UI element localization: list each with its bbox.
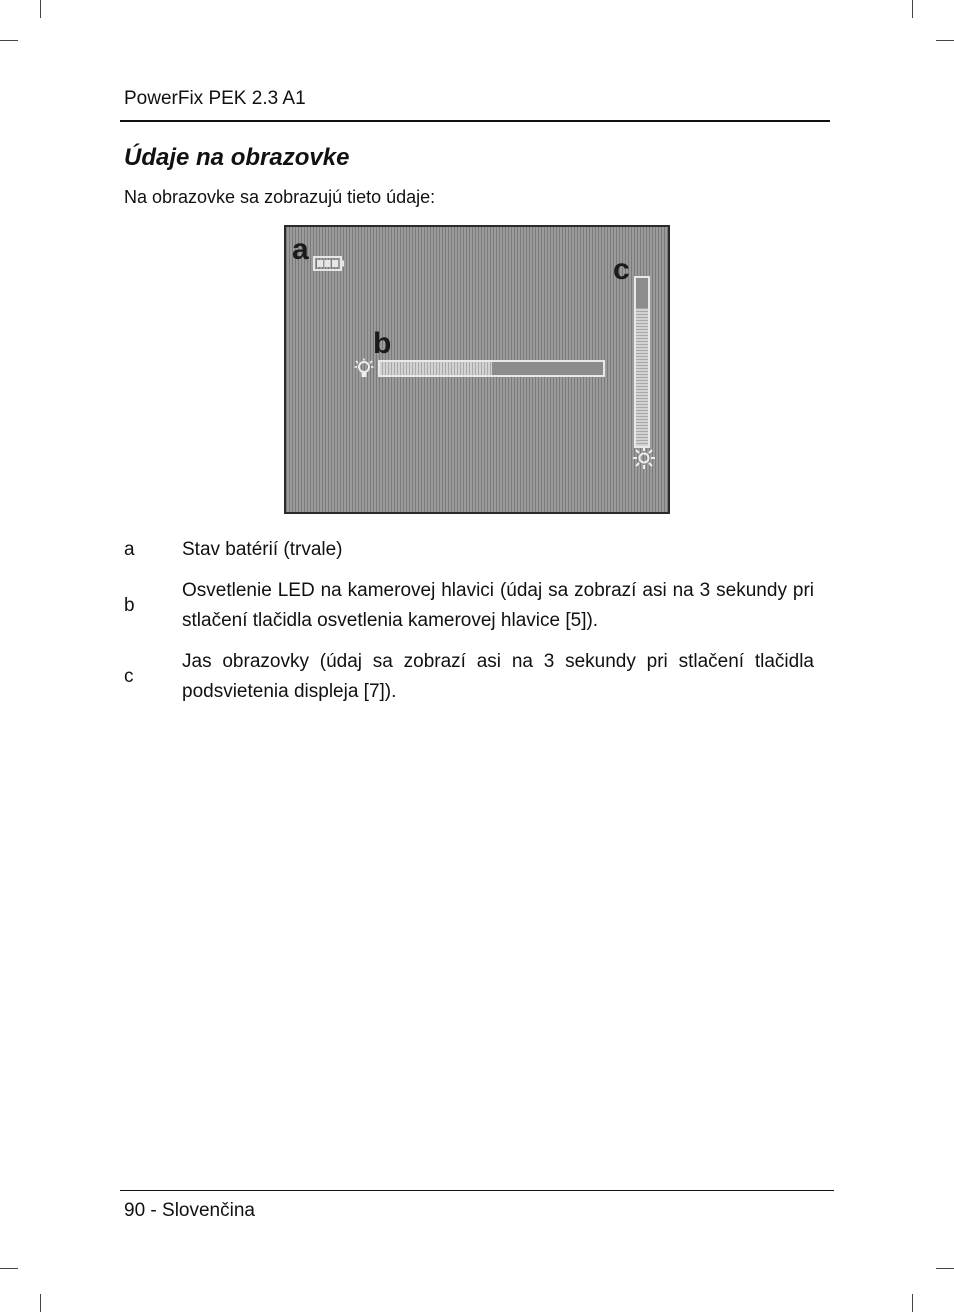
legend-letter: b [124,595,135,616]
label-a: a [292,233,309,266]
intro-text: Na obrazovke sa zobrazujú tieto údaje: [124,187,436,207]
legend-item-b [124,576,814,636]
legend-letter: c [124,666,134,687]
legend-text: Jas obrazovky (údaj sa zobrazí asi na 3 sekundy pri stlačení tlačidla podsvietenia displeja [7]). [182,651,814,702]
display-screenshot [284,225,670,514]
brightness-level-bar [634,276,650,448]
legend-letter: a [124,539,135,560]
section-title: Údaje na obrazovke [124,144,350,171]
label-b: b [373,327,392,360]
crop-mark [40,1294,41,1312]
led-level-fill [380,362,492,375]
footer-rule [120,1190,834,1191]
label-c: c [613,253,630,286]
crop-mark [936,1268,954,1269]
crop-mark [40,0,41,18]
sun-icon [632,446,656,470]
battery-icon [313,256,345,271]
crop-mark [912,1294,913,1312]
crop-mark [936,40,954,41]
legend-item-a [124,535,814,565]
bulb-icon [354,358,374,380]
page-footer: 90 - Slovenčina [124,1200,255,1221]
led-level-bar [378,360,605,377]
crop-mark [0,1268,18,1269]
legend-text: Osvetlenie LED na kamerovej hlavici (údaj sa zobrazí asi na 3 sekundy pri stlačení tlačidla osvetlenia kamerovej hlavice [5]). [182,580,814,631]
running-header: PowerFix PEK 2.3 A1 [124,88,306,109]
crop-mark [0,40,18,41]
crop-mark [912,0,913,18]
header-rule [120,120,830,122]
legend-item-c [124,647,814,707]
brightness-level-fill [636,308,648,446]
legend-text: Stav batérií (trvale) [182,539,343,560]
